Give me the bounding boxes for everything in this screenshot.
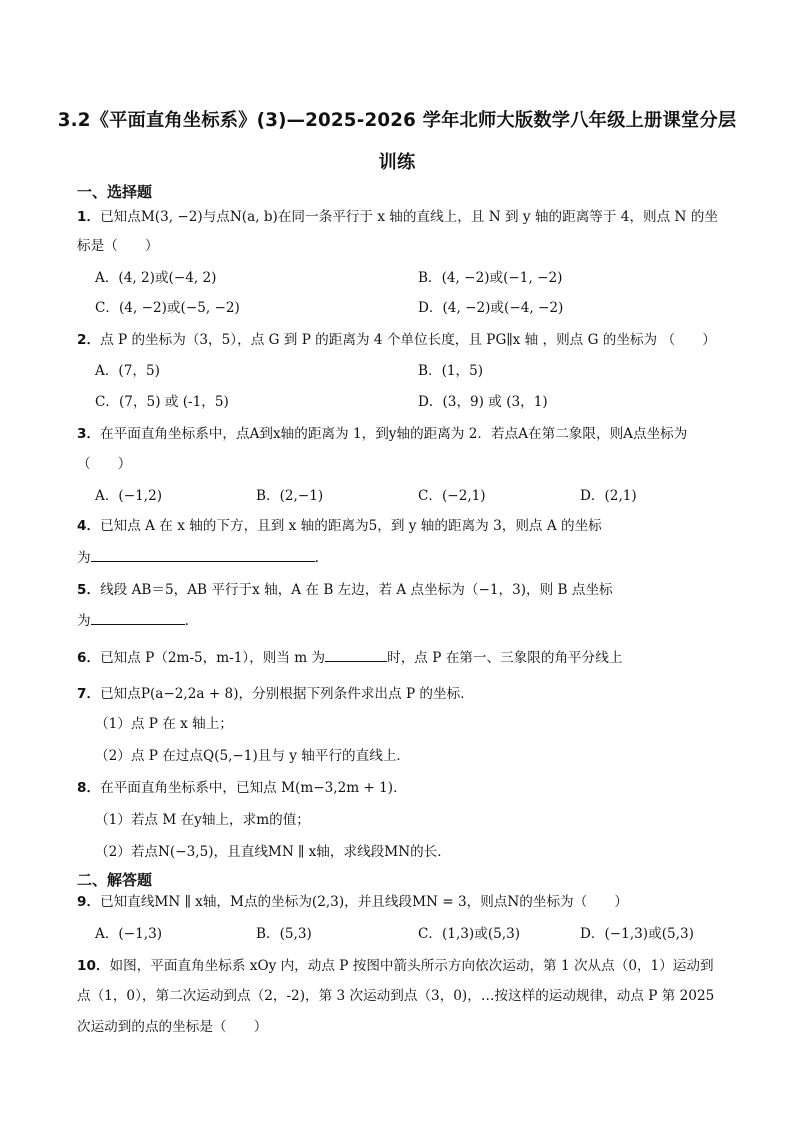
q9-option-c: C．(1,3)或(5,3) — [418, 926, 521, 942]
question-5-continued — [77, 610, 189, 631]
question-1 — [77, 207, 718, 227]
question-text: 如图，平面直角坐标系 xOy 内，动点 P 按图中箭头所示方向依次运动，第 1 次从点（0，1）运动到 — [109, 958, 714, 974]
q9-option-a: A．(−1,3) — [95, 926, 163, 942]
question-number: 6． — [77, 650, 101, 666]
question-number: 3． — [77, 426, 101, 442]
question-text: 线段 AB＝5，AB 平行于x 轴，A 在 B 左边，若 A 点坐标为（−1，3)，则 B 点坐标 — [100, 582, 613, 598]
section-heading-choice: 一、选择题 — [77, 183, 153, 201]
q9-option-b: B．(5,3) — [256, 926, 312, 942]
q8-subquestion-2: （2）若点N(−3,5)，且直线MN ∥ x轴，求线段MN的长． — [95, 844, 451, 860]
question-text: 点 P 的坐标为（3，5），点 G 到 P 的距离为 4 个单位长度，且 PG∥x 轴 ，则点 G 的坐标为 （ ） — [100, 332, 716, 348]
question-1-continued: 标是（ ） — [77, 238, 159, 254]
question-7 — [77, 684, 474, 704]
question-number: 8． — [77, 780, 101, 796]
question-8 — [77, 778, 407, 798]
q3-option-b: B．(2,−1) — [256, 488, 324, 504]
question-text: 已知点P(a−2,2a + 8)，分别根据下列条件求出点 P 的坐标． — [100, 686, 474, 702]
q1-option-d: D．(4, −2)或(−4, −2) — [418, 300, 564, 316]
question-text: 在平面直角坐标系中，已知点 M(m−3,2m + 1)． — [100, 780, 407, 796]
question-10 — [77, 956, 714, 976]
question-4-continued — [77, 547, 319, 568]
q8-subquestion-1: （1）若点 M 在y轴上，求m的值； — [95, 812, 310, 828]
question-text: 已知点 A 在 x 轴的下方，且到 x 轴的距离为5，到 y 轴的距离为 3，则点 A 的坐标 — [100, 518, 602, 534]
q1-option-c: C．(4, −2)或(−5, −2) — [95, 300, 240, 316]
q7-subquestion-1: （1）点 P 在 x 轴上； — [95, 716, 233, 732]
question-3 — [77, 424, 687, 444]
question-10-continued-1: 点（1，0），第二次运动到点（2，-2)，第 3 次运动到点（3，0)，…按这样的运动规律，动点 P 第 2025 — [77, 988, 715, 1004]
question-2 — [77, 330, 716, 350]
question-text: 在平面直角坐标系中，点A到x轴的距离为 1，到y轴的距离为 2．若点A在第二象限，则A点坐标为 — [100, 426, 688, 442]
question-number: 1． — [77, 209, 101, 225]
answer-blank[interactable] — [91, 547, 315, 562]
question-text: 时，点 P 在第一、三象限的角平分线上 — [387, 650, 623, 666]
q2-option-c: C．(7，5) 或 (-1，5) — [95, 394, 229, 410]
q3-option-d: D．(2,1) — [580, 488, 637, 504]
question-4 — [77, 516, 602, 536]
question-number: 7． — [77, 686, 101, 702]
question-text: 为 — [77, 613, 91, 629]
question-number: 9． — [77, 894, 101, 910]
q7-subquestion-2: （2）点 P 在过点Q(5,−1)且与 y 轴平行的直线上． — [95, 748, 411, 764]
question-text: . — [184, 613, 189, 629]
section-heading-answer: 二、解答题 — [77, 871, 153, 889]
question-number: 5． — [77, 582, 101, 598]
q1-option-b: B．(4, −2)或(−1, −2) — [418, 270, 563, 286]
question-6 — [77, 647, 622, 668]
question-number: 4． — [77, 518, 101, 534]
q2-option-b: B．(1，5) — [418, 363, 484, 379]
question-9 — [77, 892, 628, 912]
document-title-line2: 训练 — [378, 152, 416, 173]
q3-option-a: A．(−1,2) — [95, 488, 163, 504]
question-10-continued-2: 次运动到的点的坐标是（ ） — [77, 1019, 268, 1035]
question-number: 10． — [77, 958, 110, 974]
answer-blank[interactable] — [325, 647, 387, 662]
question-3-continued: （ ） — [77, 456, 132, 472]
question-text: . — [314, 550, 319, 566]
question-text: 已知点 P（2m-5，m-1），则当 m 为 — [100, 650, 326, 666]
question-text: 已知直线MN ∥ x轴，M点的坐标为(2,3)，并且线段MN = 3，则点N的坐标为（ ） — [100, 894, 629, 910]
q1-option-a: A．(4, 2)或(−4, 2) — [95, 270, 217, 286]
q9-option-d: D．(−1,3)或(5,3) — [580, 926, 694, 942]
q3-option-c: C．(−2,1) — [418, 488, 486, 504]
question-text: 为 — [77, 550, 91, 566]
question-text: 已知点M(3, −2)与点N(a, b)在同一条平行于 x 轴的直线上，且 N 到 y 轴的距离等于 4，则点 N 的坐 — [100, 209, 718, 225]
q2-option-d: D．(3，9) 或 (3，1) — [418, 394, 548, 410]
answer-blank[interactable] — [91, 610, 185, 625]
question-number: 2． — [77, 332, 101, 348]
document-title-line1: 3.2《平面直角坐标系》(3)—2025-2026 学年北师大版数学八年级上册课堂分层 — [57, 110, 737, 131]
q2-option-a: A．(7，5) — [95, 363, 160, 379]
question-5 — [77, 580, 613, 600]
